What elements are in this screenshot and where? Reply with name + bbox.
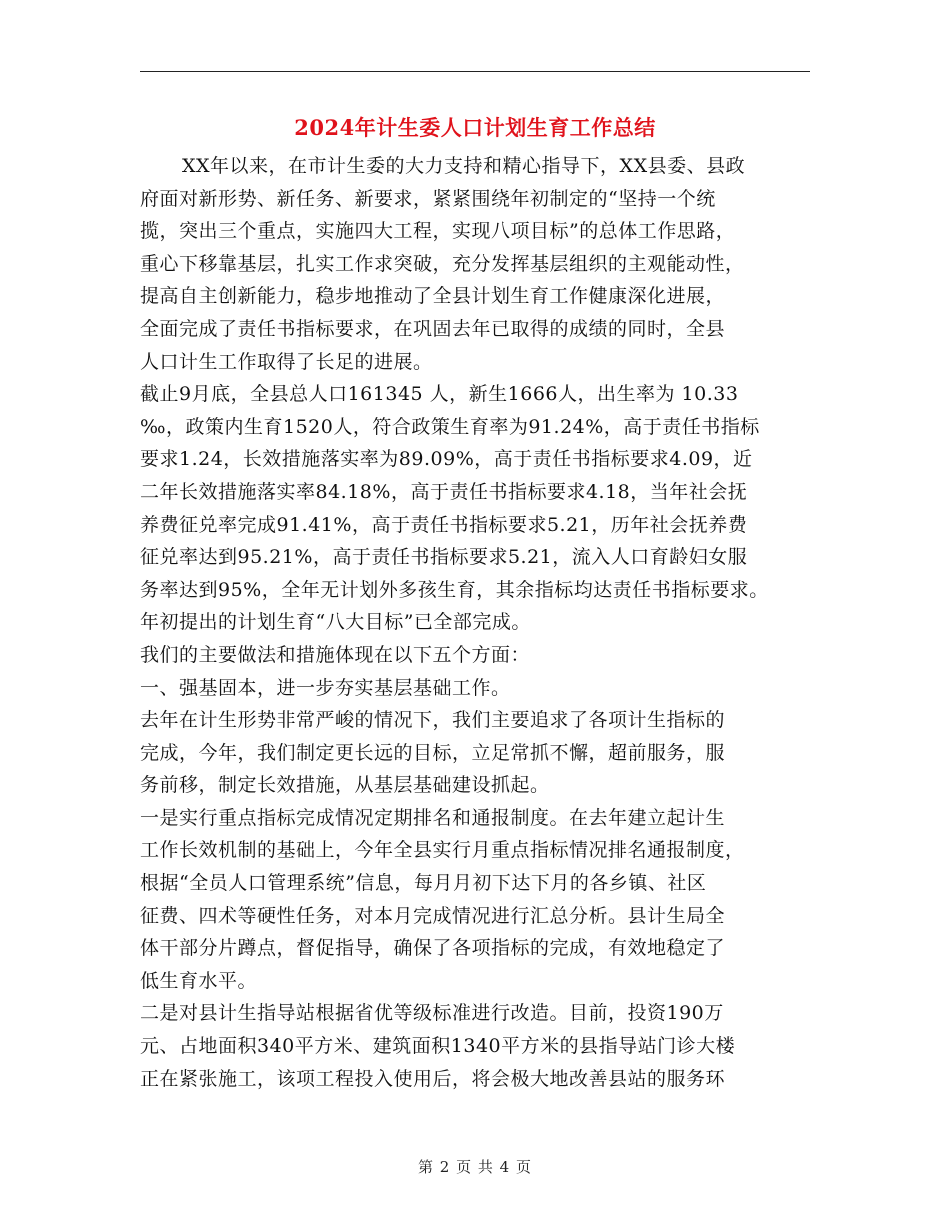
paragraph-line: 年初提出的计划生育“八大目标”已全部完成。	[140, 611, 531, 634]
paragraph-line: 元、占地面积340平方米、建筑面积1340平方米的县指导站门诊大楼	[140, 1035, 736, 1058]
paragraph-line: 二年长效措施落实率84.18%，高于责任书指标要求4.18，当年社会抚	[140, 480, 748, 503]
paragraph-line: XX年以来，在市计生委的大力支持和精心指导下，XX县委、县政	[182, 155, 746, 177]
section-heading: 一、强基固本，进一步夯实基层基础工作。	[140, 676, 511, 699]
paragraph-line: 全面完成了责任书指标要求，在巩固去年已取得的成绩的同时，全县	[140, 317, 726, 340]
paragraph-line: 我们的主要做法和措施体现在以下五个方面：	[140, 643, 531, 666]
document-title: 2024年计生委人口计划生育工作总结	[294, 115, 656, 140]
paragraph-line: 去年在计生形势非常严峻的情况下，我们主要追求了各项计生指标的	[140, 709, 726, 732]
paragraph-line: 完成，今年，我们制定更长远的目标，立足常抓不懈，超前服务，服	[140, 741, 726, 764]
header-rule	[140, 71, 810, 72]
paragraph-line: 体干部分片蹲点，督促指导，确保了各项指标的完成，有效地稳定了	[140, 937, 726, 960]
paragraph-line: 重心下移靠基层，扎实工作求突破，充分发挥基层组织的主观能动性，	[140, 252, 745, 275]
paragraph-line: 提高自主创新能力，稳步地推动了全县计划生育工作健康深化进展，	[140, 285, 726, 308]
paragraph-line: 人口计生工作取得了长足的进展。	[140, 350, 433, 373]
paragraph-line: 征兑率达到95.21%，高于责任书指标要求5.21，流入人口育龄妇女服	[140, 546, 748, 569]
paragraph-line: 要求1.24，长效措施落实率为89.09%，高于责任书指标要求4.09，近	[140, 448, 753, 471]
paragraph-line: 府面对新形势、新任务、新要求，紧紧围绕年初制定的“坚持一个统	[140, 187, 716, 210]
paragraph-line: 正在紧张施工，该项工程投入使用后，将会极大地改善县站的服务环	[140, 1067, 726, 1090]
paragraph-line: 截止9月底，全县总人口161345 人，新生1666人，出生率为 10.33	[140, 383, 739, 406]
paragraph-line: ‰，政策内生育1520人，符合政策生育率为91.24%，高于责任书指标	[140, 415, 760, 438]
paragraph-line: 务前移，制定长效措施，从基层基础建设抓起。	[140, 774, 550, 797]
paragraph-line: 一是实行重点指标完成情况定期排名和通报制度。在去年建立起计生	[140, 806, 726, 829]
paragraph-line: 二是对县计生指导站根据省优等级标准进行改造。目前，投资190万	[140, 1002, 724, 1025]
paragraph-line: 工作长效机制的基础上，今年全县实行月重点指标情况排名通报制度，	[140, 839, 745, 862]
paragraph-line: 务率达到95%，全年无计划外多孩生育，其余指标均达责任书指标要求。	[140, 578, 769, 601]
paragraph-line: 征费、四术等硬性任务，对本月完成情况进行汇总分析。县计生局全	[140, 904, 726, 927]
paragraph-line: 养费征兑率完成91.41%，高于责任书指标要求5.21，历年社会抚养费	[140, 513, 748, 536]
paragraph-line: 揽，突出三个重点，实施四大工程，实现八项目标”的总体工作思路，	[140, 220, 736, 243]
page-footer: 第 2 页 共 4 页	[418, 1158, 532, 1176]
paragraph-line: 低生育水平。	[140, 969, 258, 992]
paragraph-line: 根据“全员人口管理系统”信息，每月月初下达下月的各乡镇、社区	[140, 872, 707, 895]
document-body	[140, 150, 830, 1095]
